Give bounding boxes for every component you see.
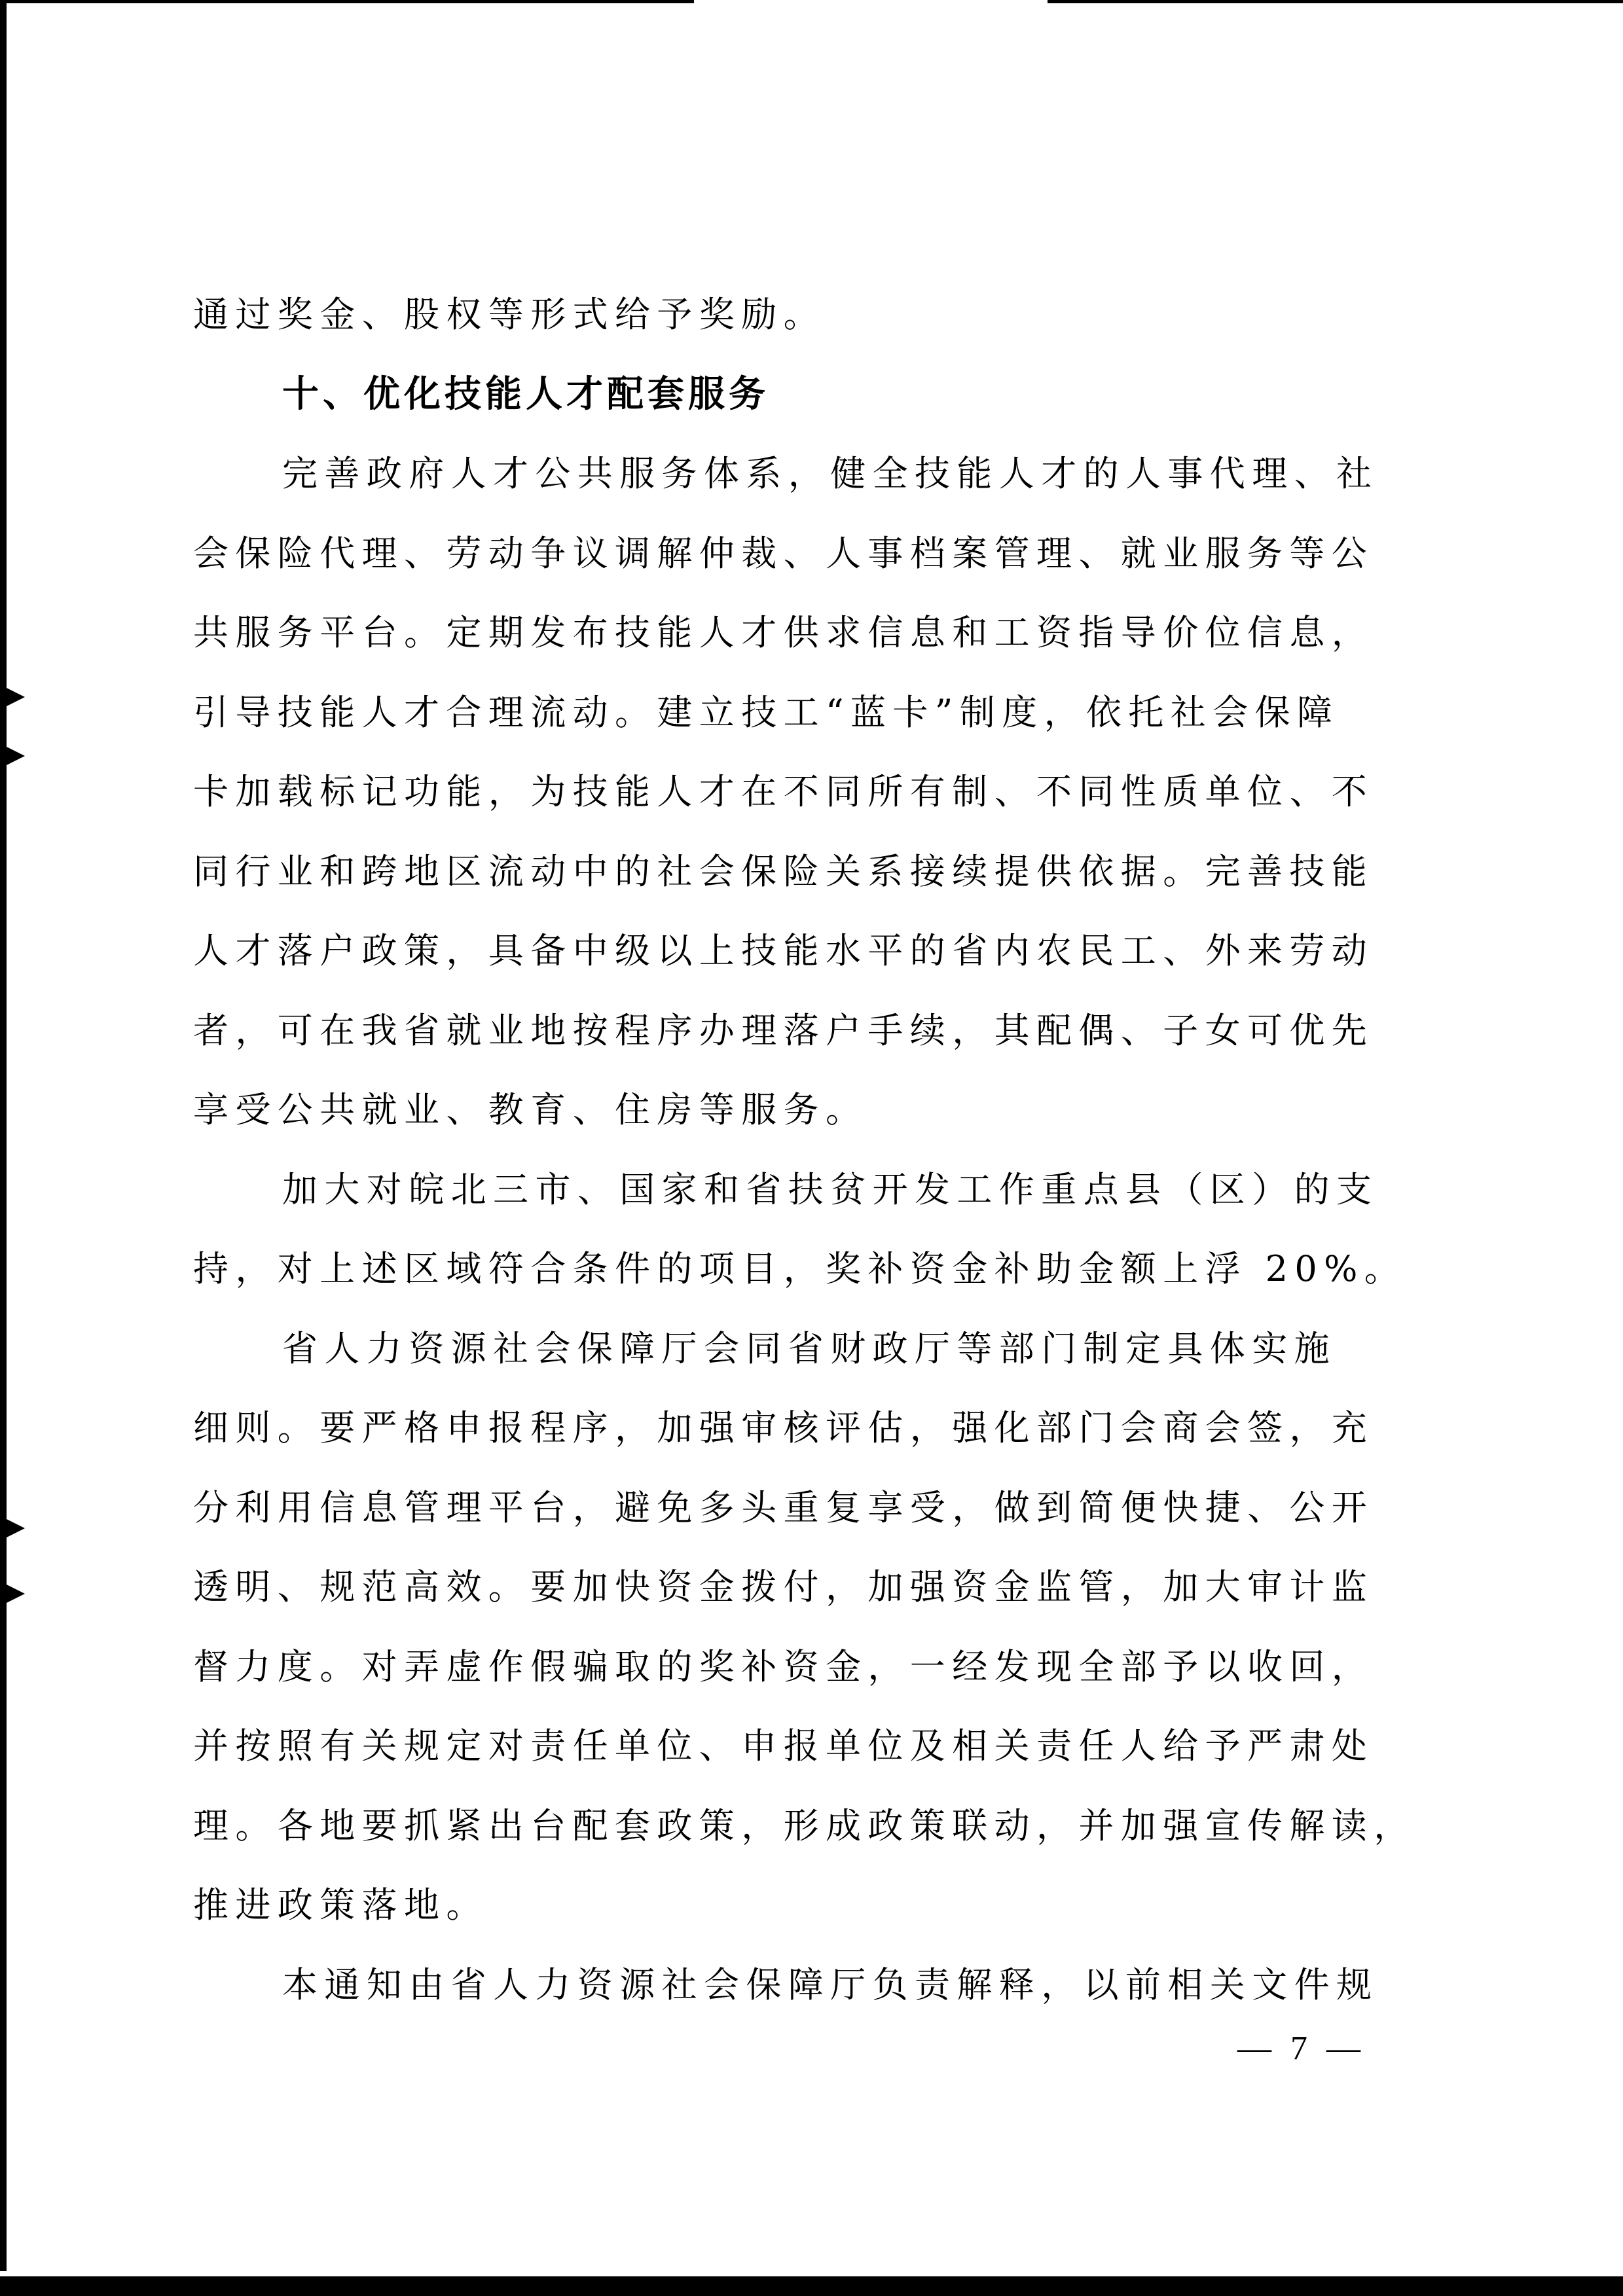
body-line: 本通知由省人力资源社会保障厅负责解释，以前相关文件规 [282,1964,1379,2005]
body-line: 完善政府人才公共服务体系，健全技能人才的人事代理、社 [282,453,1379,494]
body-line: 人才落户政策，具备中级以上技能水平的省内农民工、外来劳动 [193,930,1374,971]
body-line: 享受公共就业、教育、住房等服务。 [193,1089,868,1130]
body-line: 加大对皖北三市、国家和省扶贫开发工作重点县（区）的支 [282,1168,1379,1210]
paragraph-public-services [193,434,1437,1150]
body-line: 细则。要严格申报程序，加强审核评估，强化部门会商会签，充 [193,1407,1374,1448]
scan-border-bottom [0,2276,1623,2296]
body-line: 分利用信息管理平台，避免多头重复享受，做到简便快捷、公开 [193,1486,1374,1528]
scan-border-top [0,0,694,3]
body-line: 理。各地要抓紧出台配套政策，形成政策联动，并加强宣传解读， [193,1804,1416,1846]
binding-hole-mark [5,746,25,766]
body-line: 卡加载标记功能，为技能人才在不同所有制、不同性质单位、不 [193,771,1374,812]
body-line: 者，可在我省就业地按程序办理落户手续，其配偶、子女可优先 [193,1009,1374,1051]
body-line: 透明、规范高效。要加快资金拨付，加强资金监管，加大审计监 [193,1566,1374,1607]
body-line: 并按照有关规定对责任单位、申报单位及相关责任人给予严肃处 [193,1725,1374,1767]
section-heading: 十、优化技能人才配套服务 [282,372,769,416]
binding-hole-mark [5,1584,25,1604]
paragraph-regional-support [193,1150,1437,1309]
paragraph-implementation [193,1309,1437,1945]
body-line: 引导技能人才合理流动。建立技工“蓝卡”制度，依托社会保障 [193,691,1340,733]
body-line: 同行业和跨地区流动中的社会保险关系接续提供依据。完善技能 [193,850,1374,892]
body-line: 通过奖金、股权等形式给予奖励。 [193,294,826,335]
body-line: 共服务平台。定期发布技能人才供求信息和工资指导价位信息， [193,612,1374,653]
body-line: 省人力资源社会保障厅会同省财政厅等部门制定具体实施 [282,1327,1336,1369]
scan-border-left [0,0,7,2271]
binding-hole-mark [5,687,25,707]
document-page [193,275,1437,2024]
page-number: — 7 — [1237,2030,1366,2067]
binding-hole-mark [5,1518,25,1538]
scan-border-top [1048,0,1623,3]
body-line: 督力度。对弄虚作假骗取的奖补资金，一经发现全部予以收回， [193,1645,1374,1687]
paragraph-interpretation [193,1945,1437,2025]
body-line: 会保险代理、劳动争议调解仲裁、人事档案管理、就业服务等公 [193,532,1374,574]
body-line: 推进政策落地。 [193,1884,488,1926]
body-line: 持，对上述区域符合条件的项目，奖补资金补助金额上浮 20%。 [193,1248,1407,1289]
